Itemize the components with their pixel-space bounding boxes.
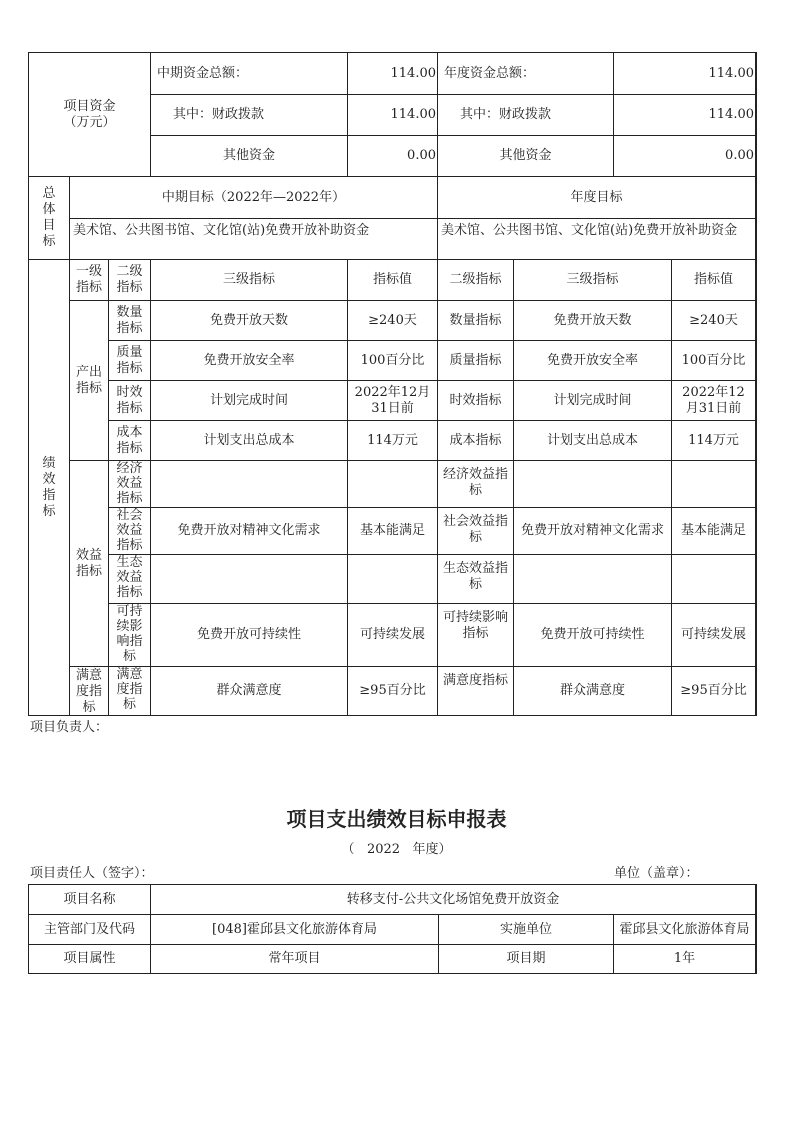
indicators-label: 绩效指标 [42, 455, 56, 519]
year-level2-cell-text: 社会效益指标 [442, 514, 508, 545]
year-level2-cell [437, 380, 514, 421]
year-level3-cell [513, 666, 672, 716]
level3-cell [150, 380, 348, 421]
level2-cell-text: 数量指标 [116, 304, 143, 336]
year-level3-cell [513, 380, 672, 421]
year-level3-cell [513, 460, 672, 508]
value-cell [347, 666, 438, 716]
goals-label: 总体目标 [42, 186, 56, 249]
value-cell [347, 380, 438, 421]
year-level2-cell-text: 时效指标 [449, 392, 502, 408]
year-other-value: 0.00 [613, 135, 756, 177]
value-cell [347, 300, 438, 341]
year-level3-cell-text: 群众满意度 [559, 683, 625, 698]
year-level3-cell [513, 554, 672, 604]
year-level3-cell-text: 免费开放可持续性 [540, 627, 645, 642]
year-fiscal-label: 其中：财政拨款 [437, 94, 614, 136]
level2-cell [108, 340, 151, 381]
period-value: 1年 [613, 944, 756, 974]
year-level2-cell-text: 成本指标 [449, 432, 502, 448]
year-open: （ [341, 842, 355, 857]
year-value: 2022 [366, 842, 401, 857]
period-label: 项目期 [438, 944, 614, 974]
level2-cell-text: 社会效益指标 [116, 508, 143, 553]
mid-goal-text: 美术馆、公共图书馆、文化馆(站)免费开放补助资金 [69, 218, 438, 260]
value-cell [347, 554, 438, 604]
mid-other-label: 其他资金 [150, 135, 348, 177]
year-level2-cell [437, 603, 514, 667]
level3-cell [150, 554, 348, 604]
mid-total-label: 中期资金总额： [150, 52, 348, 95]
impl-label: 实施单位 [438, 914, 614, 945]
year-level2-cell [437, 300, 514, 341]
year-goal-text: 美术馆、公共图书馆、文化馆(站)免费开放补助资金 [437, 218, 756, 260]
value-cell [347, 420, 438, 461]
form-title: 项目支出绩效目标申报表 [286, 807, 507, 831]
project-owner-label: 项目负责人： [30, 720, 109, 735]
year-total-label: 年度资金总额： [437, 52, 614, 95]
level2-cell [108, 420, 151, 461]
year-level3-cell-text: 免费开放安全率 [546, 352, 638, 368]
dept-label: 主管部门及代码 [28, 914, 151, 945]
form-year [0, 838, 793, 857]
year-close: 年度） [412, 842, 452, 857]
year-level2-cell-text: 数量指标 [449, 312, 502, 328]
mid-goal-header: 中期目标（2022年—2022年） [69, 176, 438, 219]
header-value: 指标值 [347, 259, 438, 301]
year-level2-cell [437, 340, 514, 381]
level3-cell-text: 群众满意度 [216, 683, 282, 698]
year-value-cell-text: 基本能满足 [680, 523, 746, 538]
year-value-cell [671, 340, 756, 381]
signer-label: 项目责任人（签字）： [30, 866, 154, 881]
level2-cell-text: 成本指标 [116, 424, 143, 456]
year-level2-cell [437, 420, 514, 461]
year-level2-cell [437, 507, 514, 555]
year-fiscal-value: 114.00 [613, 94, 756, 136]
year-goal-header: 年度目标 [437, 176, 756, 219]
header-year-level2: 二级指标 [437, 259, 514, 301]
year-level3-cell-text: 计划支出总成本 [546, 432, 638, 448]
mid-fiscal-value: 114.00 [347, 94, 438, 136]
funds-label: 项目资金 （万元） [28, 52, 151, 177]
level2-cell [108, 300, 151, 341]
level2-cell [108, 603, 151, 667]
level2-cell-text: 满意度指标 [116, 667, 143, 712]
year-level2-cell-text: 满意度指标 [442, 673, 508, 688]
level2-cell [108, 380, 151, 421]
attr-label: 项目属性 [28, 944, 151, 974]
year-level3-cell [513, 300, 672, 341]
attr-value: 常年项目 [150, 944, 439, 974]
project-name-value: 转移支付-公共文化场馆免费开放资金 [150, 884, 756, 915]
year-value-cell [671, 603, 756, 667]
indicators-label-cell [28, 259, 70, 716]
level3-cell-text: 免费开放安全率 [203, 352, 295, 368]
level2-cell-text: 时效指标 [116, 384, 143, 416]
value-cell-text: ≥95百分比 [359, 683, 426, 698]
year-level2-cell [437, 460, 514, 508]
year-level2-cell-text: 经济效益指标 [442, 467, 508, 498]
value-cell [347, 340, 438, 381]
group-output: 产出指标 [69, 300, 109, 461]
level3-cell [150, 420, 348, 461]
level3-cell-text: 计划支出总成本 [203, 432, 295, 448]
mid-total-value: 114.00 [347, 52, 438, 95]
level3-cell [150, 300, 348, 341]
goals-label-cell [28, 176, 70, 260]
level3-cell [150, 460, 348, 508]
value-cell-text: 114万元 [367, 432, 418, 448]
year-other-label: 其他资金 [437, 135, 614, 177]
year-level3-cell [513, 340, 672, 381]
value-cell [347, 460, 438, 508]
year-value-cell [671, 300, 756, 341]
year-value-cell [671, 666, 756, 716]
year-level2-cell-text: 生态效益指标 [442, 561, 508, 592]
group-satisfaction: 满意度指标 [69, 666, 109, 716]
year-value-cell [671, 380, 756, 421]
year-level3-cell [513, 420, 672, 461]
year-level2-cell-text: 可持续影响指标 [442, 610, 508, 641]
year-level2-cell [437, 554, 514, 604]
header-level1: 一级指标 [69, 259, 109, 301]
year-value-cell-text: 2022年12月31日前 [682, 384, 745, 416]
year-value-cell-text: 100百分比 [681, 352, 746, 368]
mid-fiscal-label: 其中：财政拨款 [150, 94, 348, 136]
header-level2: 二级指标 [108, 259, 151, 301]
value-cell-text: ≥240天 [368, 312, 417, 328]
year-value-cell-text: 可持续发展 [680, 627, 746, 642]
level2-cell-text: 质量指标 [116, 344, 143, 376]
level2-cell-text: 生态效益指标 [116, 555, 143, 600]
header-level3: 三级指标 [150, 259, 348, 301]
header-year-level3: 三级指标 [513, 259, 672, 301]
year-level3-cell [513, 603, 672, 667]
year-value-cell-text: ≥95百分比 [680, 683, 747, 698]
level2-cell [108, 460, 151, 508]
year-level3-cell-text: 免费开放天数 [553, 312, 632, 328]
unit-label: 单位（盖章）： [614, 866, 699, 881]
year-value-cell [671, 460, 756, 508]
value-cell-text: 2022年12月31日前 [354, 384, 431, 416]
value-cell-text: 100百分比 [360, 352, 425, 368]
level2-cell [108, 554, 151, 604]
level3-cell-text: 免费开放天数 [209, 312, 288, 328]
year-value-cell [671, 507, 756, 555]
impl-value: 霍邱县文化旅游体育局 [613, 914, 756, 945]
level2-cell [108, 507, 151, 555]
year-level2-cell-text: 质量指标 [449, 352, 502, 368]
level3-cell-text: 免费开放可持续性 [196, 627, 301, 642]
year-value-cell [671, 420, 756, 461]
level3-cell [150, 603, 348, 667]
dept-value: [048]霍邱县文化旅游体育局 [150, 914, 439, 945]
year-value-cell-text: 114万元 [688, 432, 739, 448]
year-level3-cell-text: 计划完成时间 [553, 392, 632, 408]
level3-cell [150, 340, 348, 381]
level3-cell-text: 计划完成时间 [209, 392, 288, 408]
year-value-cell [671, 554, 756, 604]
group-benefit: 效益指标 [69, 460, 109, 667]
year-value-cell-text: ≥240天 [689, 312, 738, 328]
year-level3-cell [513, 507, 672, 555]
level3-cell [150, 666, 348, 716]
level2-cell [108, 666, 151, 716]
value-cell [347, 603, 438, 667]
level3-cell-text: 免费开放对精神文化需求 [177, 523, 321, 538]
level2-cell-text: 经济效益指标 [116, 461, 143, 506]
year-level3-cell-text: 免费开放对精神文化需求 [520, 523, 664, 538]
year-level2-cell [437, 666, 514, 716]
project-name-label: 项目名称 [28, 884, 151, 915]
year-total-value: 114.00 [613, 52, 756, 95]
value-cell-text: 可持续发展 [359, 627, 425, 642]
level2-cell-text: 可持续影响指标 [116, 604, 143, 664]
level3-cell [150, 507, 348, 555]
header-year-value: 指标值 [671, 259, 756, 301]
value-cell-text: 基本能满足 [359, 523, 425, 538]
mid-other-value: 0.00 [347, 135, 438, 177]
value-cell [347, 507, 438, 555]
